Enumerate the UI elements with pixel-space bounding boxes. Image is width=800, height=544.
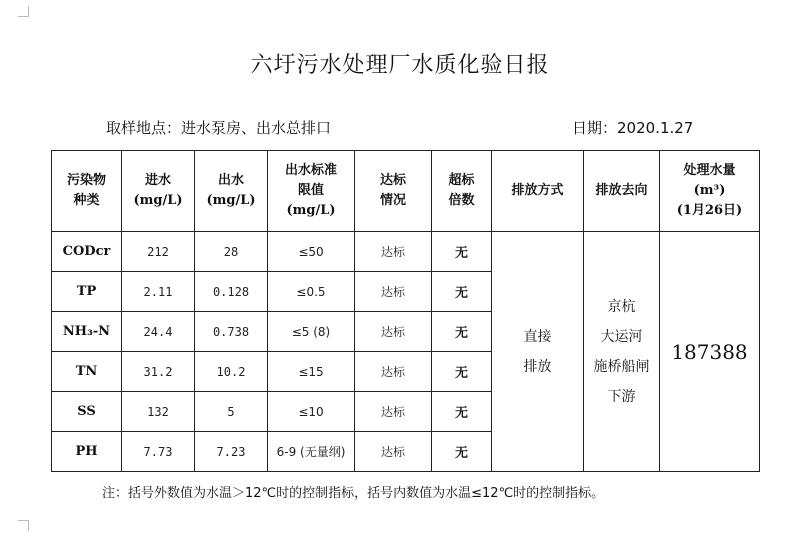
compliance-status: 达标	[355, 272, 432, 312]
compliance-status: 达标	[355, 232, 432, 272]
exceed-multiple: 无	[432, 272, 492, 312]
pollutant-name: TP	[52, 272, 122, 312]
page-corner-mark-top	[18, 6, 29, 17]
outflow-value: 0.128	[195, 272, 268, 312]
exceed-multiple: 无	[432, 392, 492, 432]
inflow-value: 7.73	[122, 432, 195, 472]
standard-limit: ≤0.5	[268, 272, 355, 312]
inflow-value: 24.4	[122, 312, 195, 352]
header-discharge-method: 排放方式	[492, 151, 584, 232]
outflow-value: 5	[195, 392, 268, 432]
treated-volume: 187388	[660, 232, 760, 472]
outflow-value: 10.2	[195, 352, 268, 392]
table-row	[52, 232, 760, 272]
header-pollutant: 污染物 种类	[52, 151, 122, 232]
exceed-multiple: 无	[432, 312, 492, 352]
header-outflow: 出水 (mg/L)	[195, 151, 268, 232]
footnote: 注：括号外数值为水温＞12℃时的控制指标，括号内数值为水温≤12℃时的控制指标。	[102, 486, 605, 501]
report-title: 六圩污水处理厂水质化验日报	[250, 53, 550, 78]
compliance-status: 达标	[355, 392, 432, 432]
compliance-status: 达标	[355, 312, 432, 352]
water-quality-table	[51, 150, 760, 472]
header-standard: 出水标准 限值 (mg/L)	[268, 151, 355, 232]
exceed-multiple: 无	[432, 232, 492, 272]
compliance-status: 达标	[355, 352, 432, 392]
pollutant-name: NH₃-N	[52, 312, 122, 352]
table-header-row	[52, 151, 760, 232]
header-inflow: 进水 (mg/L)	[122, 151, 195, 232]
exceed-multiple: 无	[432, 432, 492, 472]
report-date: 日期：2020.1.27	[572, 119, 694, 137]
standard-limit: ≤10	[268, 392, 355, 432]
header-volume: 处理水量 (m³) (1月26日)	[660, 151, 760, 232]
inflow-value: 132	[122, 392, 195, 432]
pollutant-name: PH	[52, 432, 122, 472]
inflow-value: 212	[122, 232, 195, 272]
header-exceed: 超标 倍数	[432, 151, 492, 232]
outflow-value: 0.738	[195, 312, 268, 352]
compliance-status: 达标	[355, 432, 432, 472]
page-corner-mark-bottom	[18, 520, 29, 531]
header-discharge-destination: 排放去向	[584, 151, 660, 232]
header-compliance: 达标 情况	[355, 151, 432, 232]
exceed-multiple: 无	[432, 352, 492, 392]
outflow-value: 28	[195, 232, 268, 272]
inflow-value: 2.11	[122, 272, 195, 312]
discharge-destination: 京杭 大运河 施桥船闸 下游	[584, 232, 660, 472]
sampling-location: 取样地点：进水泵房、出水总排口	[106, 119, 332, 137]
outflow-value: 7.23	[195, 432, 268, 472]
standard-limit: ≤50	[268, 232, 355, 272]
pollutant-name: SS	[52, 392, 122, 432]
standard-limit: ≤15	[268, 352, 355, 392]
inflow-value: 31.2	[122, 352, 195, 392]
discharge-method: 直接 排放	[492, 232, 584, 472]
pollutant-name: CODcr	[52, 232, 122, 272]
standard-limit: 6-9 (无量纲)	[268, 432, 355, 472]
pollutant-name: TN	[52, 352, 122, 392]
standard-limit: ≤5 (8)	[268, 312, 355, 352]
